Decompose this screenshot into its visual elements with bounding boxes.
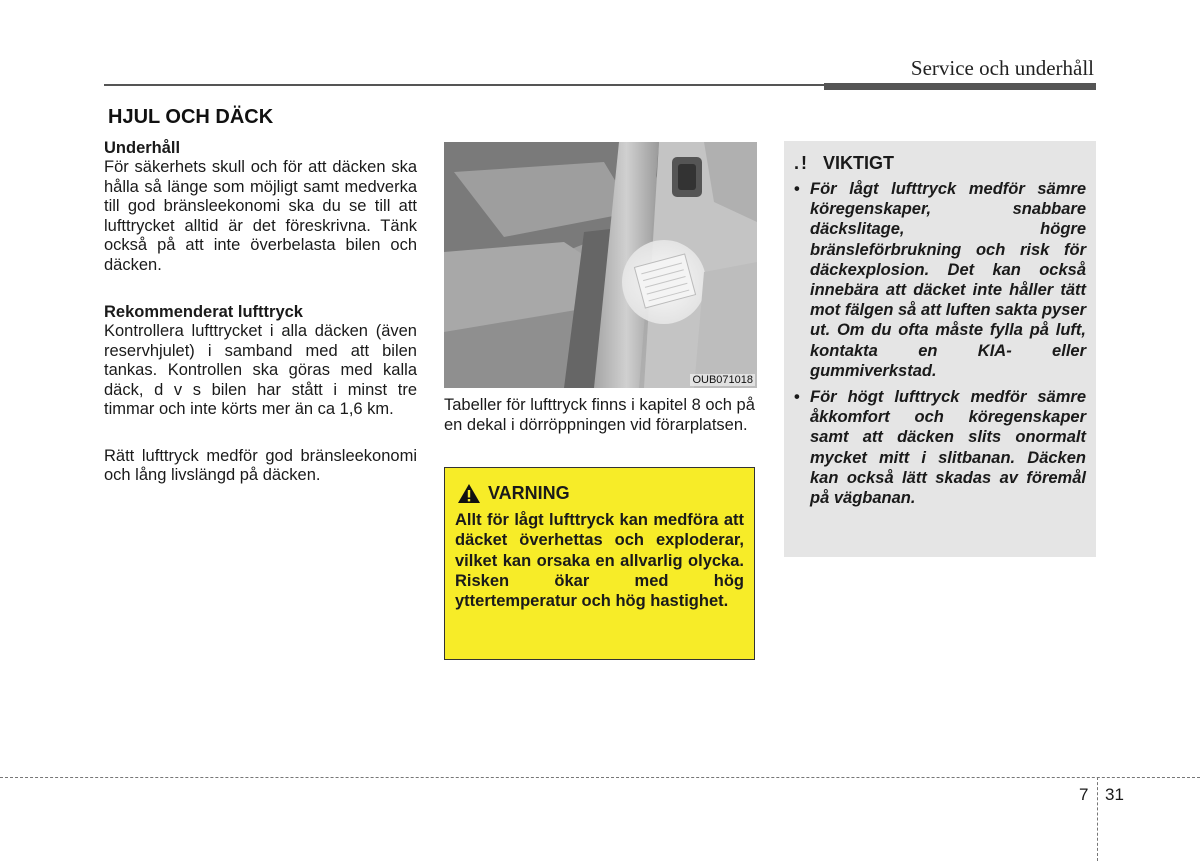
bullet-icon: • — [794, 388, 800, 407]
important-title: VIKTIGT — [823, 153, 894, 173]
page-number: 31 — [1105, 785, 1124, 804]
paragraph-economy: Rätt lufttryck medför god bränsleekonomi och lång livslängd på däcken. — [104, 446, 417, 484]
warning-triangle-icon — [457, 483, 481, 504]
header-rule-accent — [824, 83, 1096, 90]
important-header — [794, 153, 894, 174]
text-column — [104, 138, 417, 486]
list-item — [794, 387, 1086, 508]
door-opening-illustration — [444, 142, 757, 388]
important-item-text: För högt lufttryck medför sämre åkkomfort och köregenskaper samt att däcken slits onormalt mycket mitt i slitbanan. Däcken kan också lätt skadas av föremål på vägbanan. — [810, 388, 1086, 508]
important-box — [784, 141, 1096, 557]
paragraph-tire-pressure: Kontrollera lufttrycket i alla däcken (även reservhjulet) i samband med att bilen tankas. Kontrollen ska göras med kalla däck, d v s bilen har stått i minst tre timmar och inte körts mer än ca 1,6 km. — [104, 322, 417, 418]
bullet-icon: • — [794, 180, 800, 198]
paragraph-maintenance: För säkerhets skull och för att däcken ska hålla så länge som möjligt samt medverka till god bränsleekonomi ska du se till att lufttrycket alltid är det föreskrivna. Tänk också på att inte överbelasta bilen och däcken. — [104, 158, 417, 274]
exclamation-icon: .! — [794, 153, 809, 173]
warning-box — [444, 467, 755, 660]
footer-divider — [1097, 777, 1098, 861]
important-list — [794, 179, 1086, 514]
door-sticker-photo — [444, 142, 757, 388]
chapter-number: 7 — [1079, 785, 1089, 804]
list-item — [794, 179, 1086, 381]
section-title: HJUL OCH DÄCK — [108, 106, 274, 128]
header-title: Service och underhåll — [910, 56, 1094, 80]
warning-header — [457, 483, 570, 504]
figure-code: OUB071018 — [692, 374, 753, 386]
subheading-tire-pressure: Rekommenderat lufttryck — [104, 303, 303, 321]
warning-text: Allt för lågt lufttryck kan medföra att däcket överhettas och exploderar, vilket kan orsaka en allvarlig olycka. Risken ökar med hög yttertemperatur och hög hastighet. — [455, 511, 744, 611]
important-item-text: För lågt lufttryck medför sämre köregenskaper, snabbare däckslitage, högre bränsleförbrukning och risk för däckexplosion. Det kan också innebära att däcket inte håller tätt mot fälgen så att luften sakta pyser ut. Om du ofta måste fylla på luft, kontakta en KIA- eller gummiverkstad. — [810, 180, 1086, 380]
figure-caption: Tabeller för lufttryck finns i kapitel 8 och på en dekal i dörröppningen vid förarplatsen. — [444, 396, 755, 434]
subheading-maintenance: Underhåll — [104, 139, 181, 157]
warning-title: VARNING — [488, 483, 570, 503]
footer-rule — [0, 777, 1200, 778]
